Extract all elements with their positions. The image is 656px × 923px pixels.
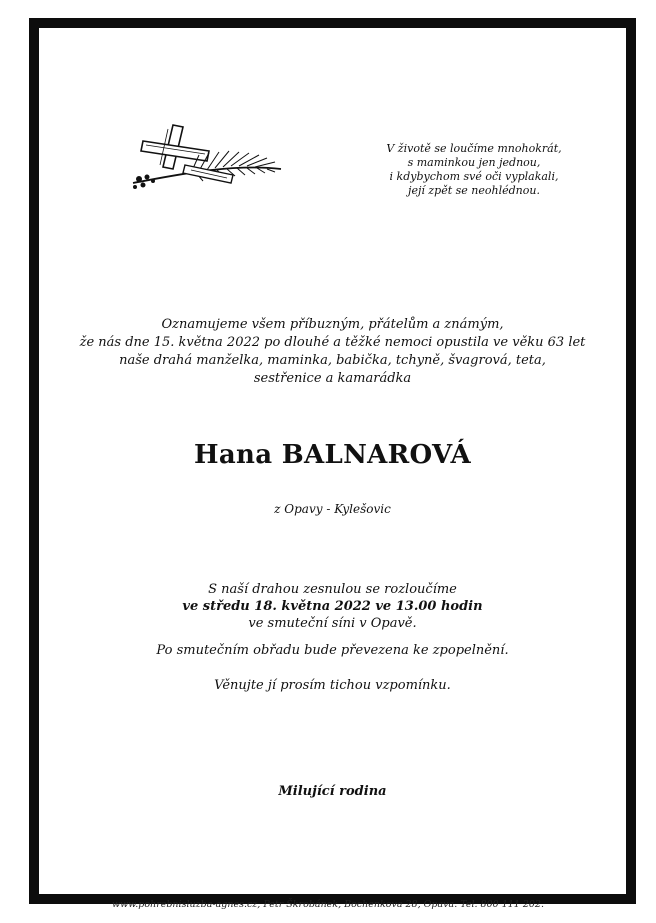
poem-line: V životě se loučíme mnohokrát, — [386, 142, 562, 155]
poem-line: s maminkou jen jednou, — [407, 156, 541, 169]
cremation-note: Po smutečním obřadu bude převezena ke zpopelnění. — [156, 643, 509, 658]
poem-line: její zpět se neohlédnou. — [408, 184, 540, 197]
service-place: ve smuteční síni v Opavě. — [248, 616, 417, 631]
announcement-line: Oznamujeme všem příbuzným, přátelům a známým, — [161, 317, 504, 332]
announcement-line: naše drahá manželka, maminka, babička, tchyně, švagrová, teta, — [119, 353, 546, 368]
service-datetime: ve středu 18. května 2022 ve 13.00 hodin — [182, 599, 483, 614]
funeral-service-footer: www.pohrebnisluzba-agnes.cz, Petr Škrobánek, Bochenkova 28, Opava. Tel. 800 111 202. — [111, 899, 544, 910]
black-border-frame — [29, 18, 636, 904]
remembrance-note: Věnujte jí prosím tichou vzpomínku. — [214, 678, 451, 693]
service-intro: S naší drahou zesnulou se rozloučíme — [208, 582, 457, 597]
family-signature: Milující rodina — [278, 784, 387, 799]
deceased-origin: z Opavy - Kylešovic — [274, 502, 391, 516]
cross-with-palm-icon — [121, 121, 286, 191]
memorial-poem — [359, 142, 589, 198]
announcement-line: že nás dne 15. května 2022 po dlouhé a těžké nemoci opustila ve věku 63 let — [79, 335, 586, 350]
funeral-service-info — [59, 581, 606, 632]
deceased-name: Hana BALNAROVÁ — [194, 440, 471, 470]
poem-line: i kdybychom své oči vyplakali, — [389, 170, 559, 183]
death-announcement — [59, 316, 606, 388]
announcement-line: sestřenice a kamarádka — [253, 371, 412, 386]
